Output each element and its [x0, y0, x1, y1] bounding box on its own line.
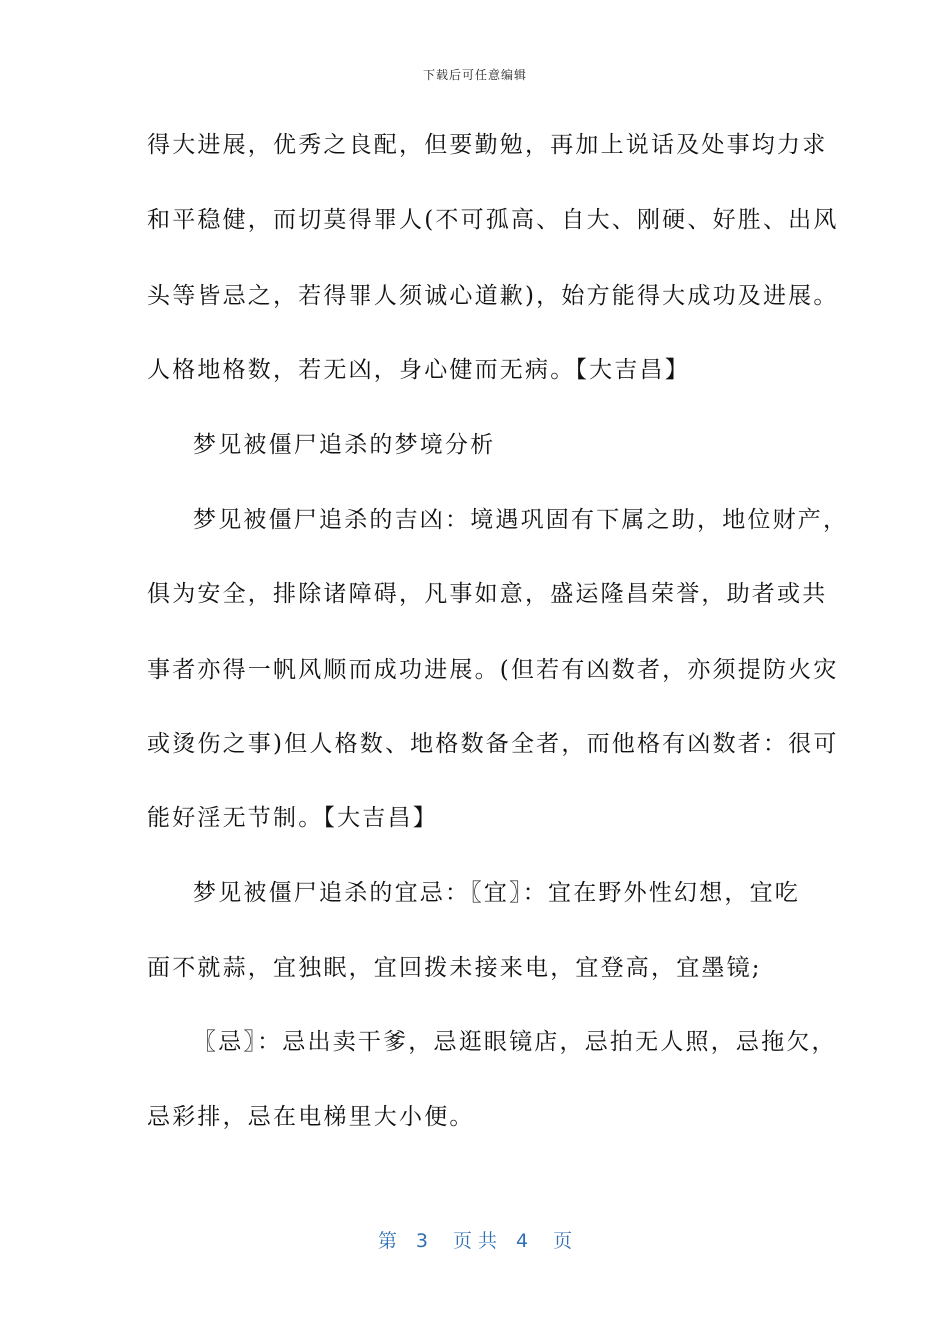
text-line: 和平稳健，而切莫得罪人(不可孤高、自大、刚硬、好胜、出风	[147, 207, 839, 233]
page-number-footer: 第 3 页 共 4 页	[377, 1230, 573, 1252]
text-line: 得大进展，优秀之良配，但要勤勉，再加上说话及处事均力求	[147, 132, 828, 158]
text-line: 头等皆忌之，若得罪人须诚心道歉)，始方能得大成功及进展。	[147, 283, 839, 309]
text-line: 面不就蒜，宜独眠，宜回拨未接来电，宜登高，宜墨镜;	[147, 955, 762, 981]
text-line: 忌彩排，忌在电梯里大小便。	[147, 1104, 475, 1130]
text-line: 〖忌〗：忌出卖干爹，忌逛眼镜店，忌拍无人照，忌拖欠，	[193, 1029, 837, 1055]
text-line: 能好淫无节制。【大吉昌】	[147, 805, 438, 831]
section-heading: 梦见被僵尸追杀的梦境分析	[193, 432, 496, 458]
text-line: 事者亦得一帆风顺而成功进展。(但若有凶数者，亦须提防火灾	[147, 657, 839, 683]
text-line: 梦见被僵尸追杀的宜忌：〖宜〗：宜在野外性幻想，宜吃	[193, 880, 800, 906]
text-line: 梦见被僵尸追杀的吉凶：境遇巩固有下属之助，地位财产，	[193, 507, 849, 533]
text-line: 或烫伤之事)但人格数、地格数备全者，而他格有凶数者：很可	[147, 731, 839, 757]
text-line: 人格地格数，若无凶，身心健而无病。【大吉昌】	[147, 357, 690, 383]
header-note: 下载后可任意编辑	[422, 68, 527, 82]
text-line: 俱为安全，排除诸障碍，凡事如意，盛运隆昌荣誉，助者或共	[147, 581, 828, 607]
